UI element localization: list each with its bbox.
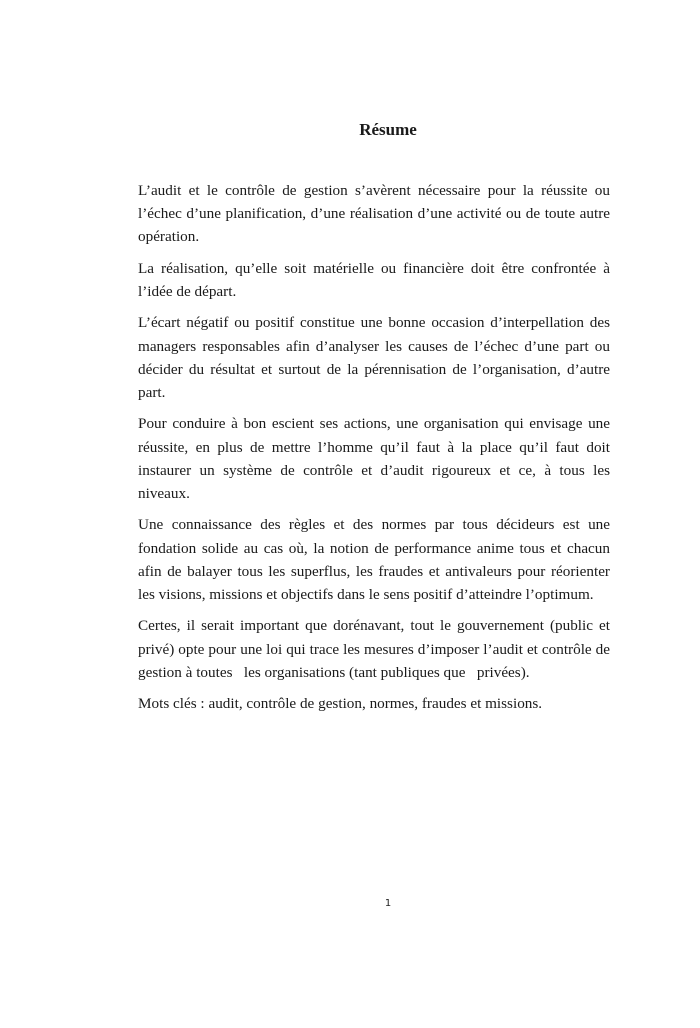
paragraph: L’écart négatif ou positif constitue une bonne occasion d’interpellation des managers responsables afin d’analyser les causes de l’échec d’une part ou décider du résultat et surtout de la pérennisation de l’organisation, d’autre part. (138, 314, 610, 401)
paragraph: Une connaissance des règles et des normes par tous décideurs est une fondation solide au cas où, la notion de performance anime tous et chacun afin de balayer tous les superflus, les fraudes et antivaleurs pour réorienter les visions, missions et objectifs dans le sens positif d’atteindre l’optimum. (138, 516, 610, 603)
keywords: Mots clés : audit, contrôle de gestion, normes, fraudes et missions. (138, 695, 543, 713)
paragraph: Pour conduire à bon escient ses actions, une organisation qui envisage une réussite, en plus de mettre l’homme qu’il faut à la place qu’il faut doit instaurer un système de contrôle et d’audit rigoureux et ce, à tous les niveaux. (138, 415, 610, 502)
page-title: Résume (359, 120, 417, 139)
paragraph: L’audit et le contrôle de gestion s’avèrent nécessaire pour la réussite ou l’échec d’une planification, d’une réalisation d’une activité ou de toute autre opération. (138, 182, 610, 246)
paragraph: Certes, il serait important que dorénavant, tout le gouvernement (public et privé) opte pour une loi qui trace les mesures d’imposer l’audit et contrôle de gestion à toutes les organisations (tant publiques que privées). (138, 617, 614, 681)
page-number: 1 (384, 898, 392, 909)
paragraph: La réalisation, qu’elle soit matérielle ou financière doit être confrontée à l’idée de départ. (138, 259, 610, 300)
abstract-body (138, 179, 614, 724)
